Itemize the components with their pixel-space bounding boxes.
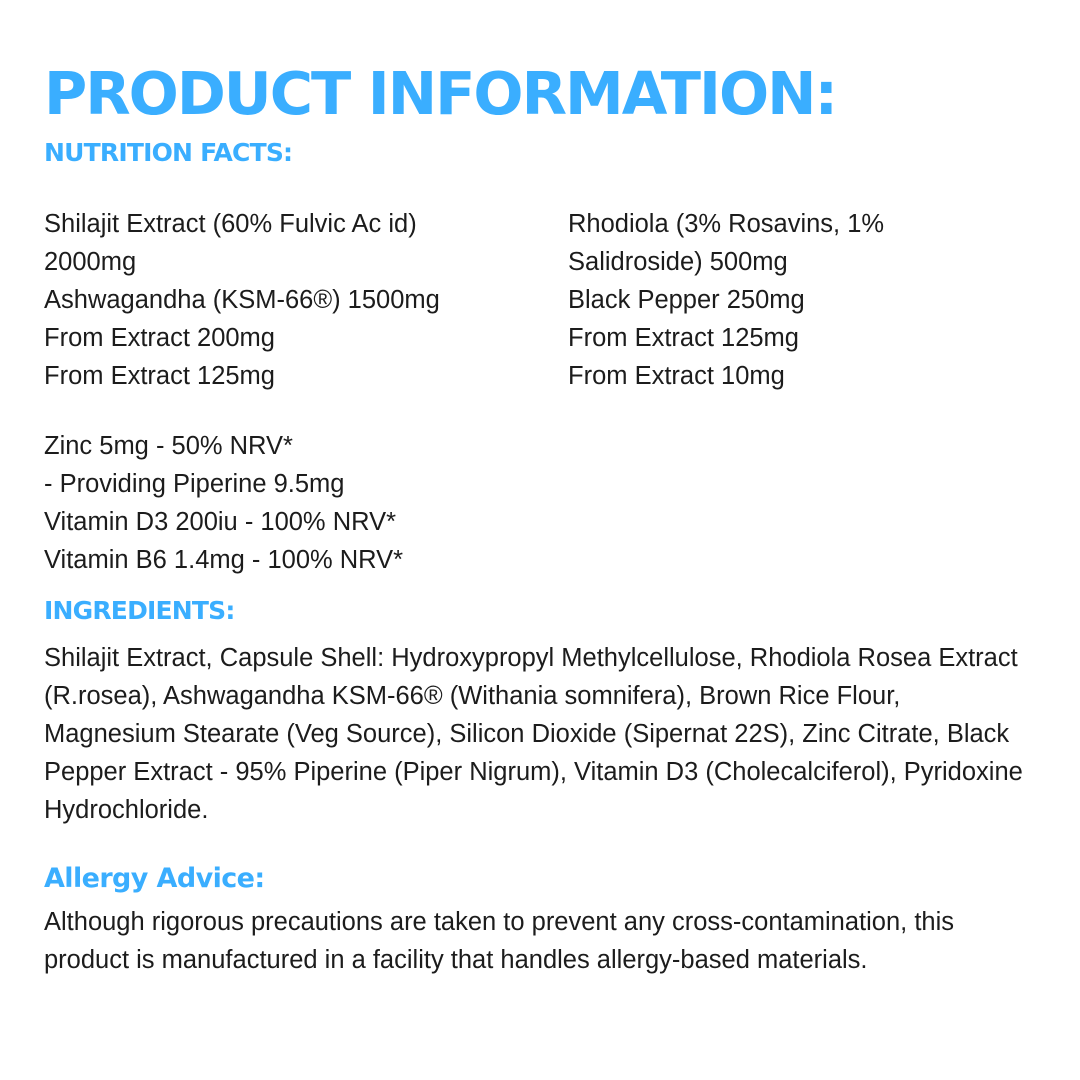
nutrition-item: Salidroside) 500mg xyxy=(568,248,788,276)
product-info-page xyxy=(44,0,1044,1080)
nutrition-item: - Providing Piperine 9.5mg xyxy=(44,470,345,498)
nutrition-item: From Extract 125mg xyxy=(44,362,275,390)
nutrition-item: Ashwagandha (KSM-66®) 1500mg xyxy=(44,286,440,314)
nutrition-extras-list xyxy=(44,427,403,579)
ingredients-text: Shilajit Extract, Capsule Shell: Hydroxypropyl Methylcellulose, Rhodiola Rosea Extract (R.rosea), Ashwagandha KSM-66® (Withania somnifera), Brown Rice Flour, Magnesium Stearate (Veg Source), Silicon Dioxide (Sipernat 22S), Zinc Citrate, Black Pepper Extract - 95% Piperine (Piper Nigrum), Vitamin D3 (Cholecalciferol), Pyridoxine Hydrochloride. xyxy=(44,644,1023,824)
ingredients-heading: INGREDIENTS: xyxy=(44,596,235,625)
nutrition-left-column xyxy=(44,205,440,395)
nutrition-facts-heading: NUTRITION FACTS: xyxy=(44,138,293,167)
page-title: PRODUCT INFORMATION: xyxy=(44,59,837,128)
nutrition-item: 2000mg xyxy=(44,248,137,276)
nutrition-item: From Extract 10mg xyxy=(568,362,785,390)
nutrition-item: Shilajit Extract (60% Fulvic Ac id) xyxy=(44,210,417,238)
nutrition-item: Vitamin D3 200iu - 100% NRV* xyxy=(44,508,396,536)
allergy-advice-text: Although rigorous precautions are taken to prevent any cross-contamination, this product is manufactured in a facility that handles allergy-based materials. xyxy=(44,908,955,974)
nutrition-item: From Extract 200mg xyxy=(44,324,275,352)
nutrition-right-column xyxy=(568,205,884,395)
nutrition-item: From Extract 125mg xyxy=(568,324,799,352)
nutrition-item: Vitamin B6 1.4mg - 100% NRV* xyxy=(44,546,404,574)
nutrition-item: Rhodiola (3% Rosavins, 1% xyxy=(568,210,885,238)
nutrition-item: Black Pepper 250mg xyxy=(568,286,805,314)
allergy-advice-heading: Allergy Advice: xyxy=(44,863,265,894)
nutrition-item: Zinc 5mg - 50% NRV* xyxy=(44,432,293,460)
